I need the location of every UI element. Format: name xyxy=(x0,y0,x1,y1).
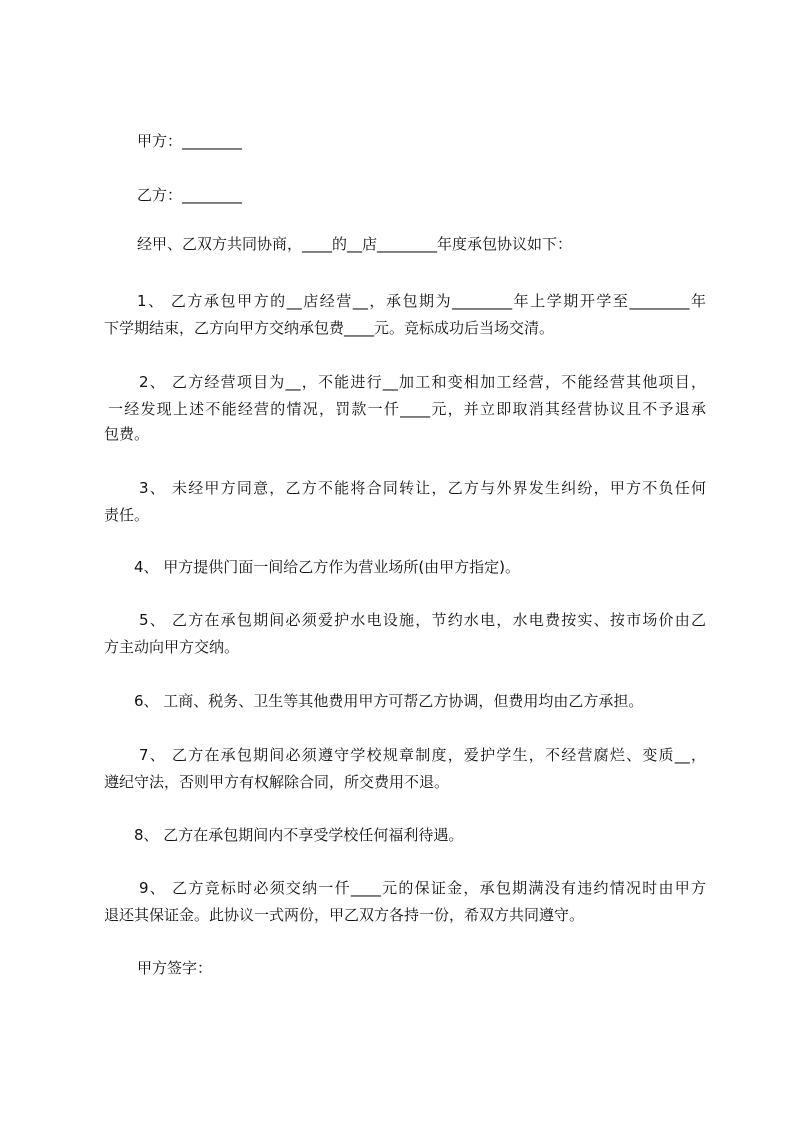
clause-line: 包费。 xyxy=(104,425,150,443)
clause-line: 方主动向甲方交纳。 xyxy=(104,638,240,656)
clause-line: 7、 乙方在承包期间必须遵守学校规章制度，爱护学生，不经营腐烂、变质__， xyxy=(139,746,706,764)
clause-line: 6、 工商、税务、卫生等其他费用甲方可帮乙方协调，但费用均由乙方承担。 xyxy=(134,692,644,710)
clause-line: 一经发现上述不能经营的情况，罚款一仟____元，并立即取消其经营协议且不予退承 xyxy=(108,400,706,418)
clause-line: 责任。 xyxy=(104,506,150,524)
clause-line: 退还其保证金。此协议一式两份，甲乙双方各持一份，希双方共同遵守。 xyxy=(104,906,585,924)
clause-line: 1、 乙方承包甲方的__店经营__，承包期为________年上学期开学至________年 xyxy=(137,292,706,310)
clause-line: 下学期结束，乙方向甲方交纳承包费____元。竞标成功后当场交清。 xyxy=(104,319,555,337)
clause-line: 5、 乙方在承包期间必须爱护水电设施，节约水电，水电费按实、按市场价由乙 xyxy=(139,611,706,629)
party-b-line: 乙方：________ xyxy=(137,186,243,204)
signature-a-label: 甲方签字： xyxy=(137,959,213,977)
clause-line: 3、 未经甲方同意，乙方不能将合同转让，乙方与外界发生纠纷，甲方不负任何 xyxy=(139,479,706,497)
clause-line: 2、 乙方经营项目为__，不能进行__加工和变相加工经营，不能经营其他项目， xyxy=(139,373,706,391)
party-a-line: 甲方：________ xyxy=(137,132,243,150)
clause-line: 9、 乙方竞标时必须交纳一仟____元的保证金，承包期满没有违约情况时由甲方 xyxy=(139,879,706,897)
clause-line: 8、 乙方在承包期间内不享受学校任何福利待遇。 xyxy=(134,826,464,844)
clause-line: 4、 甲方提供门面一间给乙方作为营业场所(由甲方指定)。 xyxy=(134,558,521,576)
clause-line: 遵纪守法，否则甲方有权解除合同，所交费用不退。 xyxy=(104,773,450,791)
intro-paragraph: 经甲、乙双方共同协商，____的__店________年度承包协议如下： xyxy=(137,235,573,253)
